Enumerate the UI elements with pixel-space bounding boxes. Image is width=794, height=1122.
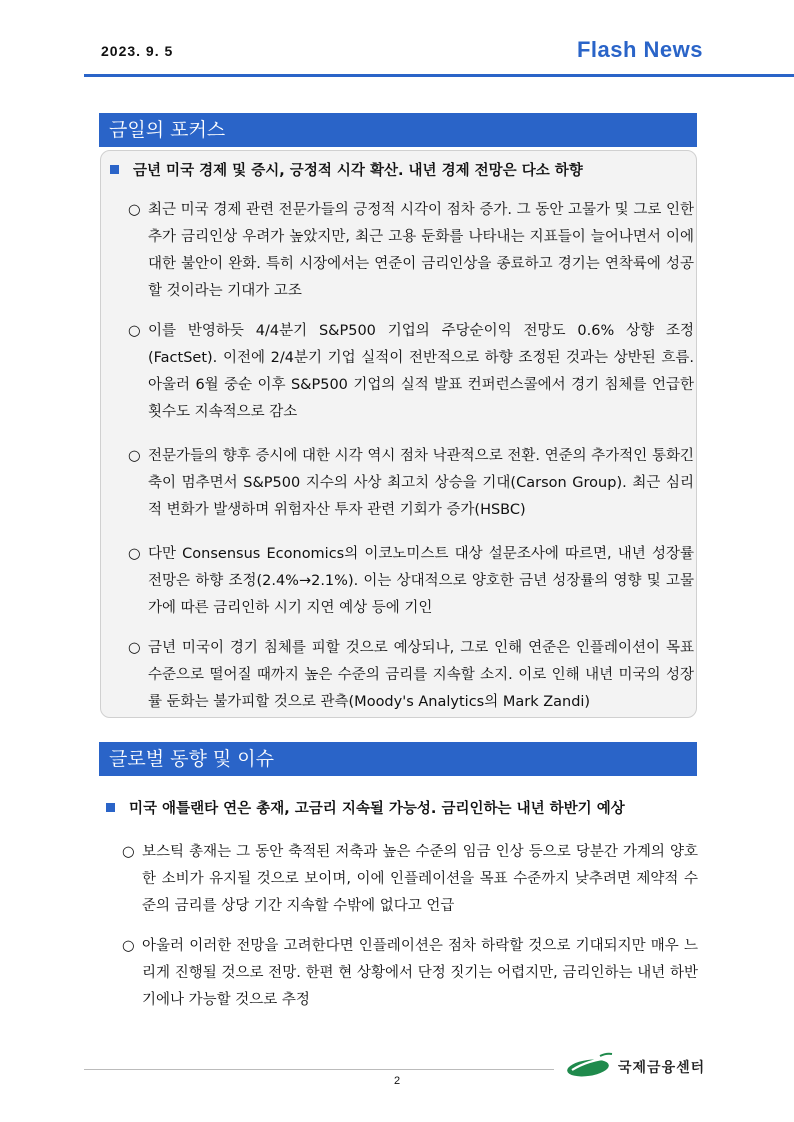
focus-paragraph (128, 541, 694, 622)
kcif-leaf-icon (566, 1052, 614, 1082)
global-paragraph-text: 아울러 이러한 전망을 고려한다면 인플레이션은 점차 하락할 것으로 기대되지만 매우 느리게 진행될 것으로 전망. 한편 현 상황에서 단정 짓기는 어렵지만, 금리인하는 내년 하반기에나 가능할 것으로 추정 (142, 938, 698, 1008)
focus-paragraph-text: 이를 반영하듯 4/4분기 S&P500 기업의 주당순이익 전망도 0.6% 상향 조정(FactSet). 이전에 2/4분기 기업 실적이 전반적으로 하향 조정된 것과는 상반된 흐름. 아울러 6월 중순 이후 S&P500 기업의 실적 발표 컨퍼런스콜에서 경기 침체를 언급한 횟수도 지속적으로 감소 (148, 323, 694, 420)
circle-bullet-icon: ○ (128, 323, 141, 339)
square-bullet-icon (110, 165, 119, 174)
focus-paragraph-text: 금년 미국이 경기 침체를 피할 것으로 예상되나, 그로 인해 연준은 인플레이션이 목표 수준으로 떨어질 때까지 높은 수준의 금리를 지속할 소지. 이로 인해 내년 미국의 성장률 둔화는 불가피할 것으로 관측(Moody's Analytics의 Mark Zandi) (148, 640, 694, 710)
circle-bullet-icon: ○ (128, 546, 141, 562)
focus-paragraph (128, 197, 694, 305)
header-rule (84, 74, 794, 77)
global-headline-text: 미국 애틀랜타 연은 총재, 고금리 지속될 가능성. 금리인하는 내년 하반기 예상 (129, 801, 625, 817)
header-title: Flash News (576, 37, 703, 62)
focus-headline (110, 159, 690, 180)
focus-headline-text: 금년 미국 경제 및 증시, 긍정적 시각 확산. 내년 경제 전망은 다소 하향 (133, 163, 583, 179)
global-section-title: 글로벌 동향 및 이슈 (99, 742, 697, 776)
circle-bullet-icon: ○ (128, 202, 141, 218)
global-paragraph-text: 보스틱 총재는 그 동안 축적된 저축과 높은 수준의 임금 인상 등으로 당분간 가계의 양호한 소비가 유지될 것으로 보이며, 이에 인플레이션을 목표 수준까지 낮추려면 제약적 수준의 금리를 상당 기간 지속할 수밖에 없다고 언급 (142, 844, 698, 914)
focus-paragraph (128, 443, 694, 524)
global-headline (106, 797, 696, 818)
logo-text: 국제금융센터 (618, 1060, 706, 1076)
footer-logo (566, 1052, 705, 1082)
square-bullet-icon (106, 803, 115, 812)
focus-paragraph-text: 최근 미국 경제 관련 전문가들의 긍정적 시각이 점차 증가. 그 동안 고물가 및 그로 인한 추가 금리인상 우려가 높았지만, 최근 고용 둔화를 나타내는 지표들이 늘어나면서 이에 대한 불안이 완화. 특히 시장에서는 연준이 금리인상을 종료하고 경기는 연착륙에 성공할 것이라는 기대가 고조 (148, 202, 694, 299)
global-paragraph (122, 933, 698, 1014)
header-date: 2023. 9. 5 (101, 43, 174, 59)
focus-paragraph-text: 다만 Consensus Economics의 이코노미스트 대상 설문조사에 따르면, 내년 성장률 전망은 하향 조정(2.4%→2.1%). 이는 상대적으로 양호한 금년 성장률의 영향 및 고물가에 따른 금리인하 시기 지연 예상 등에 기인 (148, 546, 694, 616)
focus-section-title: 금일의 포커스 (99, 113, 697, 147)
circle-bullet-icon: ○ (128, 640, 141, 656)
circle-bullet-icon: ○ (122, 938, 135, 954)
focus-paragraph (128, 635, 694, 716)
global-paragraph (122, 839, 698, 920)
page-number: 2 (393, 1075, 401, 1087)
circle-bullet-icon: ○ (122, 844, 135, 860)
focus-paragraph (128, 318, 694, 426)
focus-paragraph-text: 전문가들의 향후 증시에 대한 시각 역시 점차 낙관적으로 전환. 연준의 추가적인 통화긴축이 멈추면서 S&P500 지수의 사상 최고치 상승을 기대(Carson Group). 최근 심리적 변화가 발생하며 위험자산 투자 관련 기회가 증가(HSBC) (148, 448, 694, 518)
circle-bullet-icon: ○ (128, 448, 141, 464)
footer-rule (84, 1069, 554, 1070)
